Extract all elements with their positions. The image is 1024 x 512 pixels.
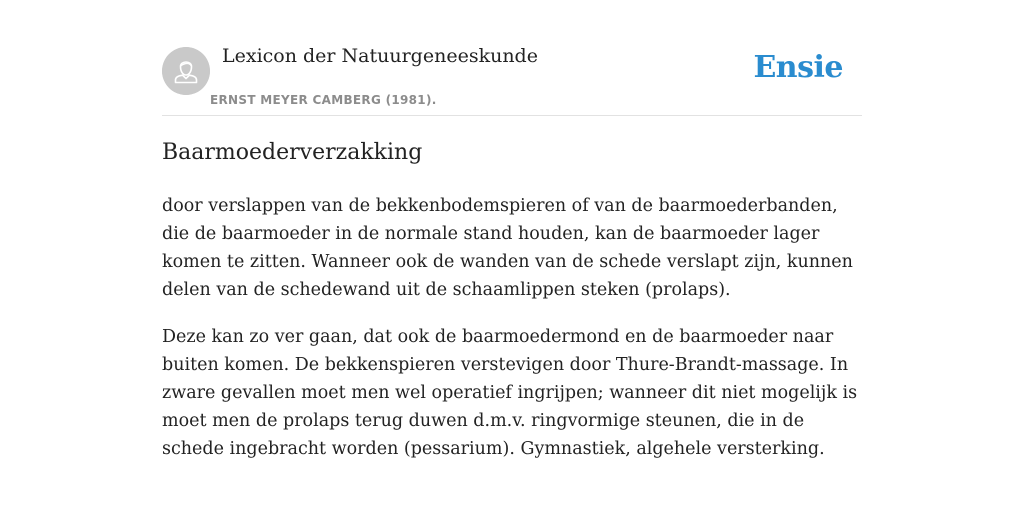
source-header: [162, 0, 862, 116]
entry-paragraph: door verslappen van de bekkenbodemspieren of van de baarmoederbanden, die de baarmoeder in de normale stand houden, kan de baarmoeder lager komen te zitten. Wanneer ook de wanden van de schede verslapt zijn, kunnen delen van de schedewand uit de schaamlippen steken (prolaps).: [162, 196, 853, 300]
source-author: ERNST MEYER CAMBERG (1981).: [210, 93, 437, 107]
user-icon[interactable]: [162, 47, 210, 95]
source-title[interactable]: Lexicon der Natuurgeneeskunde: [222, 45, 538, 67]
content-container: [162, 0, 862, 459]
entry-paragraph: Deze kan zo ver gaan, dat ook de baarmoedermond en de baarmoeder naar buiten komen. De bekkenspieren verstevigen door Thure-Brandt-massage. In zware gevallen moet men wel operatief ingrijpen; wanneer dit niet mogelijk is moet men de prolaps terug duwen d.m.v. ringvormige steunen, die in de schede ingebracht worden (pessarium). Gymnastiek, algehele versterking.: [162, 327, 858, 459]
brand-logo[interactable]: Ensie: [753, 50, 843, 85]
entry-title: Baarmoederverzakking: [162, 140, 423, 165]
entry-body: [162, 192, 862, 482]
